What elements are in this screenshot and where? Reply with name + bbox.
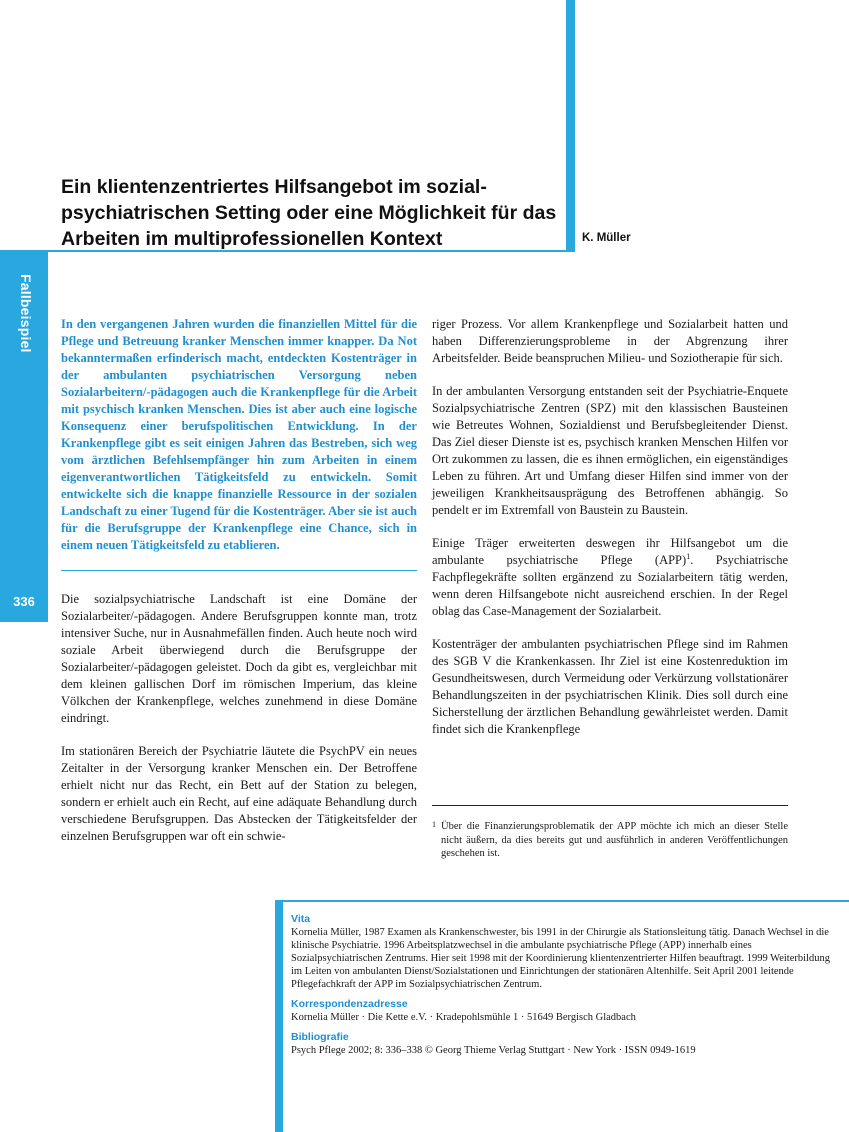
section-label: Fallbeispiel — [18, 274, 34, 353]
vita-text: Kornelia Müller, 1987 Examen als Krankenschwester, bis 1991 in der Chirurgie als Stationsleitung tätig. Danach Wechsel in die klinische Psychiatrie. 1996 Arbeitsplatzwechsel in die ambulante psychiatrische Pflege (APP) innerhalb eines Sozialpsychiatrischen Zentrums. Hier seit 1998 mit der Koordinierung klientenzentrierter Hilfen beauftragt. 1999 Weiterbildung im Leiten von ambulanten Dienst/Sozialstationen und Einrichtungen der stationären Altenhilfe. Seit April 2001 leitende Pflegefachkraft der APP im Sozialpsychiatrischen Zentrum. — [291, 927, 830, 990]
abstract: In den vergangenen Jahren wurden die finanziellen Mittel für die Pflege und Betreuung kranker Menschen immer knapper. Da Not bekanntermaßen erfinderisch macht, entdeckten Kostenträger in der ambulanten psychiatrischen Versorgung neben Sozialarbeitern/-pädagogen auch die Krankenpflege für die Arbeit mit psychisch kranken Menschen. Dies ist aber auch eine logische Konsequenz einer berufspolitischen Entwicklung. In der Krankenpflege gibt es seit einigen Jahren das Bestreben, sich weg vom ärztlichen Befehlsempfänger hin zum Arbeiten in einem eigenverantwortlichen Tätigkeitsfeld zu entwickeln. Somit entwickelte sich die knappe finanzielle Ressource in der sozialen Landschaft zu einer Tugend für die Kostenträger. Aber sie ist auch für die Berufsgruppe der Krankenpflege eine Chance, sich in einem neuen Tätigkeitsfeld zu etablieren. — [61, 317, 417, 552]
footnote-text: Über die Finanzierungsproblematik der APP möchte ich mich an dieser Stelle nicht äußern, da dies bereits gut und ausführlich in anderen Veröffentlichungen geschehen ist. — [441, 821, 788, 859]
footnote-marker: 1 — [432, 820, 436, 829]
page-number: 336 — [13, 594, 35, 609]
paragraph-text: Einige Träger erweiterten deswegen ihr Hilfsangebot um die ambulante psychiatrische Pflege (APP) — [432, 536, 788, 567]
bibliography-section — [291, 1031, 837, 1057]
accent-bar-vertical — [566, 0, 575, 252]
footnote-reference[interactable]: 1 — [686, 551, 691, 561]
paragraph-with-footnote-ref — [432, 535, 788, 620]
address-section — [291, 998, 837, 1024]
left-column — [61, 316, 417, 861]
article-title: Ein klientenzentriertes Hilfsangebot im sozial-psychiatrischen Setting oder eine Möglichkeit für das Arbeiten im multiprofessionellen Kontext — [61, 176, 557, 250]
paragraph: In der ambulanten Versorgung entstanden seit der Psychiatrie-Enquete Sozialpsychiatrische Zentren (SPZ) mit den klassischen Bausteinen wie Betreutes Wohnen, Sozialdienst und Berufsbegleitender Dienst. Das Ziel dieser Dienste ist es, psychisch kranken Menschen Hilfen vor Ort zukommen zu lassen, die es ihnen ermöglichen, ein eigenständiges Leben zu führen. Art und Umfang dieser Hilfen sind immer von der jeweiligen Krankheitsausprägung des Betroffenen abhängig. So pendelt er im Extremfall von Baustein zu Baustein. — [432, 384, 788, 517]
paragraph: riger Prozess. Vor allem Krankenpflege und Sozialarbeit hatten und haben Differenzierungsprobleme in der Abgrenzung ihrer Arbeitsfelder. Beide beanspruchen Milieu- und Soziotherapie für sich. — [432, 317, 788, 365]
footnote-divider — [432, 805, 788, 806]
paragraph: Kostenträger der ambulanten psychiatrischen Pflege sind im Rahmen des SGB V die Krankenkassen. Ihr Ziel ist eine Kostenreduktion im Gesundheitswesen, durch Vermeidung oder Verkürzung vollstationärer Behandlungszeiten in der psychiatrischen Klinik. Dies soll durch eine Sicherstellung der ärztlichen Behandlung gewährleistet werden. Damit findet sich die Krankenpflege — [432, 637, 788, 736]
paragraph: Im stationären Bereich der Psychiatrie läutete die PsychPV ein neues Zeitalter in der Versorgung kranker Menschen ein. Der Betroffene erhielt nicht nur das Recht, ein Bett auf der Station zu belegen, sondern er erhielt auch ein Recht, auf eine adäquate Behandlung durch verschiedene Berufsgruppen. Das Abstecken der Tätigkeitsfelder der einzelnen Berufsgruppen war oft ein schwie- — [61, 744, 417, 843]
bibliography-heading: Bibliografie — [291, 1031, 349, 1043]
paragraph: Die sozialpsychiatrische Landschaft ist eine Domäne der Sozialarbeiter/-pädagogen. Andere Berufsgruppen konnte man, trotz intensiver Suche, nur in Ausnahmefällen finden. Auch heute noch wird soziale Arbeit überwiegend durch die Berufsgruppe der Sozialarbeiter/-pädagogen geleistet. Doch da gibt es, vergleichbar mit dem kleinen gallischen Dorf im römischen Imperium, das kleine Völkchen der Krankenpflege, welches zunehmend in diese Domäne eindringt. — [61, 592, 417, 725]
author-info-box — [275, 900, 849, 1132]
address-heading: Korrespondenzadresse — [291, 998, 408, 1010]
right-column — [432, 316, 788, 754]
vita-heading: Vita — [291, 913, 311, 925]
bibliography-text: Psych Pflege 2002; 8: 336–338 © Georg Thieme Verlag Stuttgart · New York · ISSN 0949-1619 — [291, 1045, 696, 1056]
address-text: Kornelia Müller · Die Kette e.V. · Kradepohlsmühle 1 · 51649 Bergisch Gladbach — [291, 1012, 636, 1023]
author: K. Müller — [582, 232, 631, 244]
abstract-divider — [61, 570, 417, 571]
vita-section — [291, 913, 837, 991]
paragraph-text: . Psychiatrische Fachpflegekräfte sollten ergänzend zu Sozialarbeitern tätig werden, wenn deren Hilfsangebote nicht ausreichend erschien. In der Regel oblag das Case-Management der Sozialarbeit. — [432, 553, 788, 618]
footnote — [432, 820, 788, 861]
